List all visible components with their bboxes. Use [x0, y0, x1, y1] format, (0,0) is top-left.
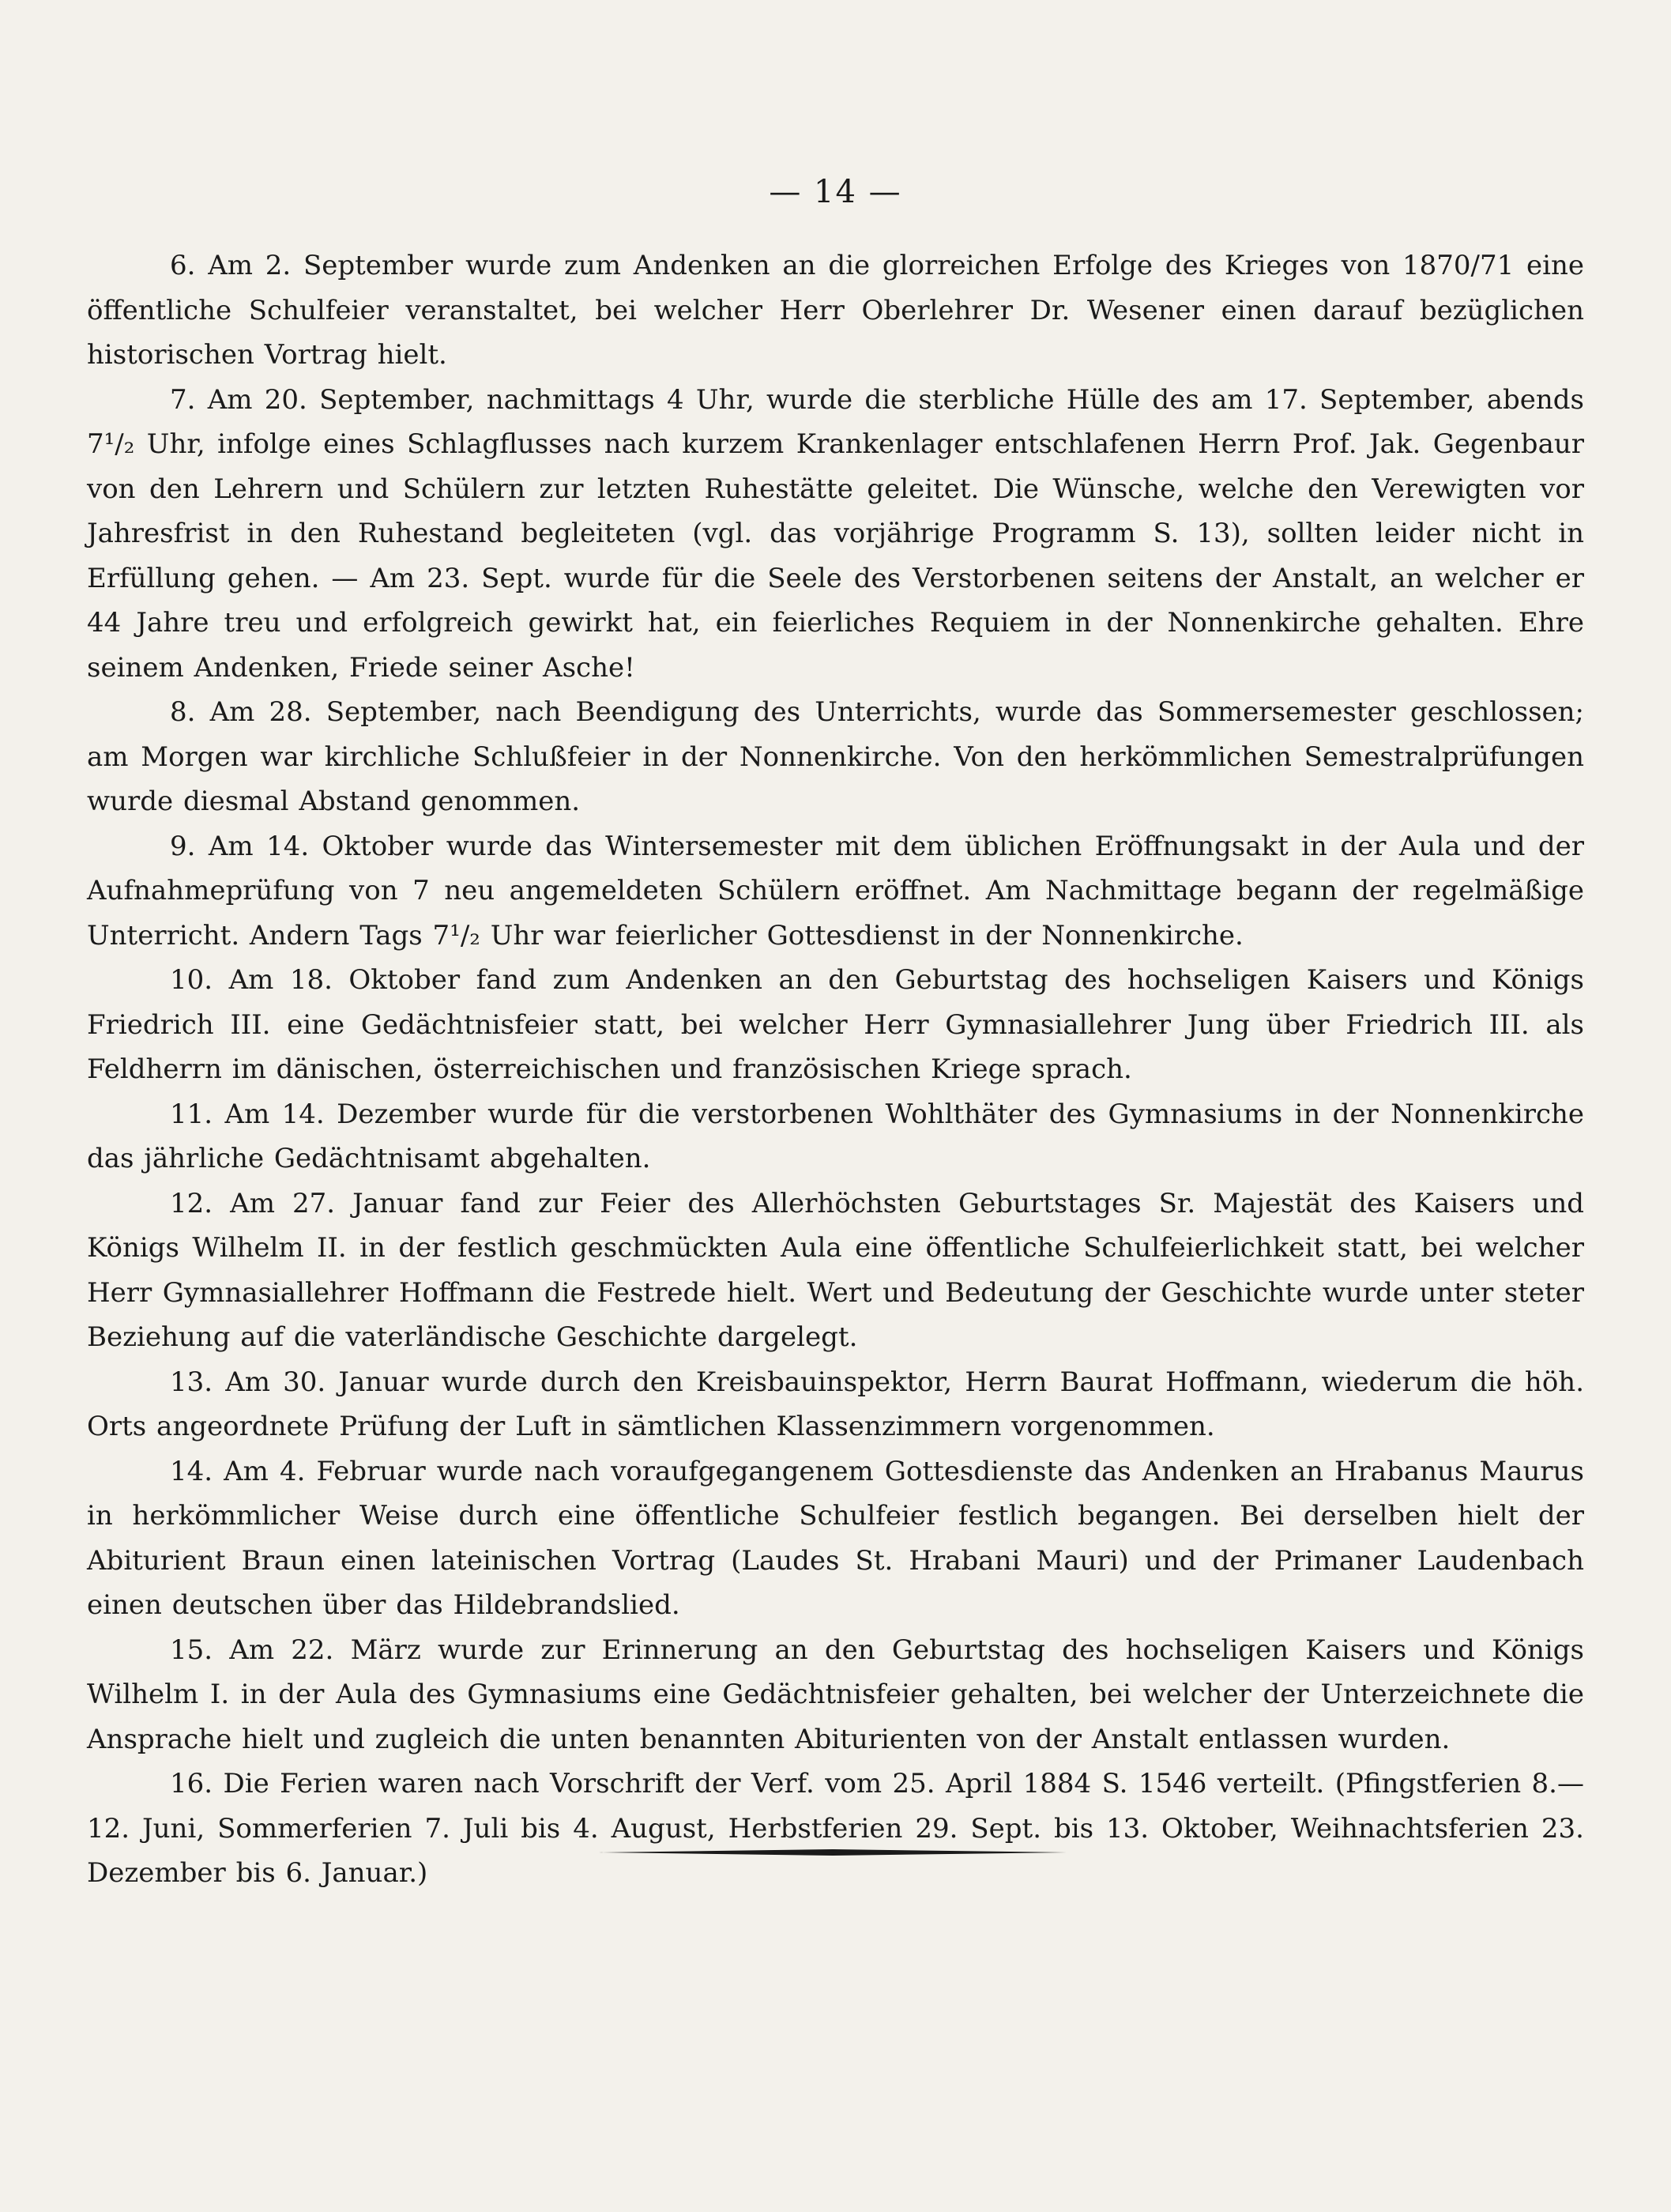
closing-ornamental-rule	[599, 1849, 1067, 1856]
rule-diamond	[599, 1849, 1067, 1856]
paragraph-9	[87, 824, 1584, 959]
paragraph-number: 15.	[170, 1634, 213, 1666]
paragraph-number: 12.	[170, 1187, 213, 1219]
paragraph-text: Am 22. März wurde zur Erinnerung an den Geburtstag des hochseligen Kaisers und Königs Wilhelm I. in der Aula des Gymnasiums eine Gedächtnisfeier gehalten, bei welcher der Unterzeichnete die Ansprache hielt und zugleich die unten benannten Abiturienten von der Anstalt entlassen wurden.	[87, 1634, 1584, 1755]
paragraph-12	[87, 1181, 1584, 1360]
paragraph-6	[87, 243, 1584, 378]
paragraph-number: 6.	[170, 250, 196, 281]
body-text	[87, 243, 1584, 1896]
paragraph-number: 10.	[170, 964, 213, 996]
paragraph-number: 16.	[170, 1768, 213, 1799]
paragraph-16	[87, 1762, 1584, 1896]
paragraph-text: Am 14. Dezember wurde für die verstorbenen Wohlthäter des Gymnasiums in der Nonnenkirche das jährliche Gedächtnisamt abgehalten.	[87, 1098, 1585, 1174]
paragraph-text: Am 27. Januar fand zur Feier des Allerhöchsten Geburtstages Sr. Majestät des Kaisers und Königs Wilhelm II. in der festlich geschmückten Aula eine öffentliche Schulfeierlichkeit statt, bei welcher Herr Gymnasiallehrer Hoffmann die Festrede hielt. Wert und Bedeutung der Geschichte wurde unter steter Beziehung auf die vaterländische Geschichte dargelegt.	[87, 1187, 1584, 1353]
paragraph-text: Am 28. September, nach Beendigung des Unterrichts, wurde das Sommersemester geschlossen; am Morgen war kirchliche Schlußfeier in der Nonnenkirche. Von den herkömmlichen Semestralprüfungen wurde diesmal Abstand genommen.	[87, 696, 1584, 817]
paragraph-number: 9.	[170, 830, 196, 862]
paragraph-13	[87, 1360, 1584, 1449]
page-number: — 14 —	[769, 174, 902, 210]
paragraph-number: 14.	[170, 1455, 213, 1487]
paragraph-11	[87, 1092, 1584, 1181]
paragraph-14	[87, 1449, 1584, 1628]
paragraph-10	[87, 958, 1584, 1092]
paragraph-text: Die Ferien waren nach Vorschrift der Verf. vom 25. April 1884 S. 1546 verteilt. (Pfingstferien 8.—12. Juni, Sommerferien 7. Juli bis 4. August, Herbstferien 29. Sept. bis 13. Oktober, Weihnachtsferien 23. Dezember bis 6. Januar.)	[87, 1768, 1584, 1889]
paragraph-number: 13.	[170, 1366, 213, 1398]
paragraph-text: Am 18. Oktober fand zum Andenken an den Geburtstag des hochseligen Kaisers und Königs Friedrich III. eine Gedächtnisfeier statt, bei welcher Herr Gymnasiallehrer Jung über Friedrich III. als Feldherrn im dänischen, österreichischen und französischen Kriege sprach.	[87, 964, 1584, 1085]
paragraph-text: Am 14. Oktober wurde das Wintersemester mit dem üblichen Eröffnungsakt in der Aula und der Aufnahmeprüfung von 7 neu angemeldeten Schülern eröffnet. Am Nachmittage begann der regelmäßige Unterricht. Andern Tags 7¹/₂ Uhr war feierlicher Gottesdienst in der Nonnenkirche.	[87, 830, 1585, 951]
paragraph-15	[87, 1628, 1584, 1762]
paragraph-7	[87, 378, 1584, 691]
paragraph-number: 11.	[170, 1098, 213, 1130]
paragraph-number: 8.	[170, 696, 196, 728]
paragraph-text: Am 30. Januar wurde durch den Kreisbauinspektor, Herrn Baurat Hoffmann, wiederum die höh. Orts angeordnete Prüfung der Luft in sämtlichen Klassenzimmern vorgenommen.	[87, 1366, 1584, 1442]
paragraph-number: 7.	[170, 383, 196, 416]
paragraph-text: Am 20. September, nachmittags 4 Uhr, wurde die sterbliche Hülle des am 17. September, abends 7¹/₂ Uhr, infolge eines Schlagflusses nach kurzem Krankenlager entschlafenen Herrn Prof. Jak. Gegenbaur von den Lehrern und Schülern zur letzten Ruhestätte geleitet. Die Wünsche, welche den Verewigten vor Jahresfrist in den Ruhestand begleiteten (vgl. das vorjährige Programm S. 13), sollten leider nicht in Erfüllung gehen. — Am 23. Sept. wurde für die Seele des Verstorbenen seitens der Anstalt, an welcher er 44 Jahre treu und erfolgreich gewirkt hat, ein feierliches Requiem in der Nonnenkirche gehalten. Ehre seinem Andenken, Friede seiner Asche!	[87, 383, 1584, 684]
paragraph-8	[87, 690, 1584, 824]
paragraph-text: Am 4. Februar wurde nach voraufgegangenem Gottesdienste das Andenken an Hrabanus Maurus in herkömmlicher Weise durch eine öffentliche Schulfeier festlich begangen. Bei derselben hielt der Abiturient Braun einen lateinischen Vortrag (Laudes St. Hrabani Mauri) und der Primaner Laudenbach einen deutschen über das Hildebrandslied.	[87, 1455, 1584, 1621]
paragraph-text: Am 2. September wurde zum Andenken an die glorreichen Erfolge des Krieges von 1870/71 eine öffentliche Schulfeier veranstaltet, bei welcher Herr Oberlehrer Dr. Wesener einen darauf bezüglichen historischen Vortrag hielt.	[87, 250, 1584, 371]
